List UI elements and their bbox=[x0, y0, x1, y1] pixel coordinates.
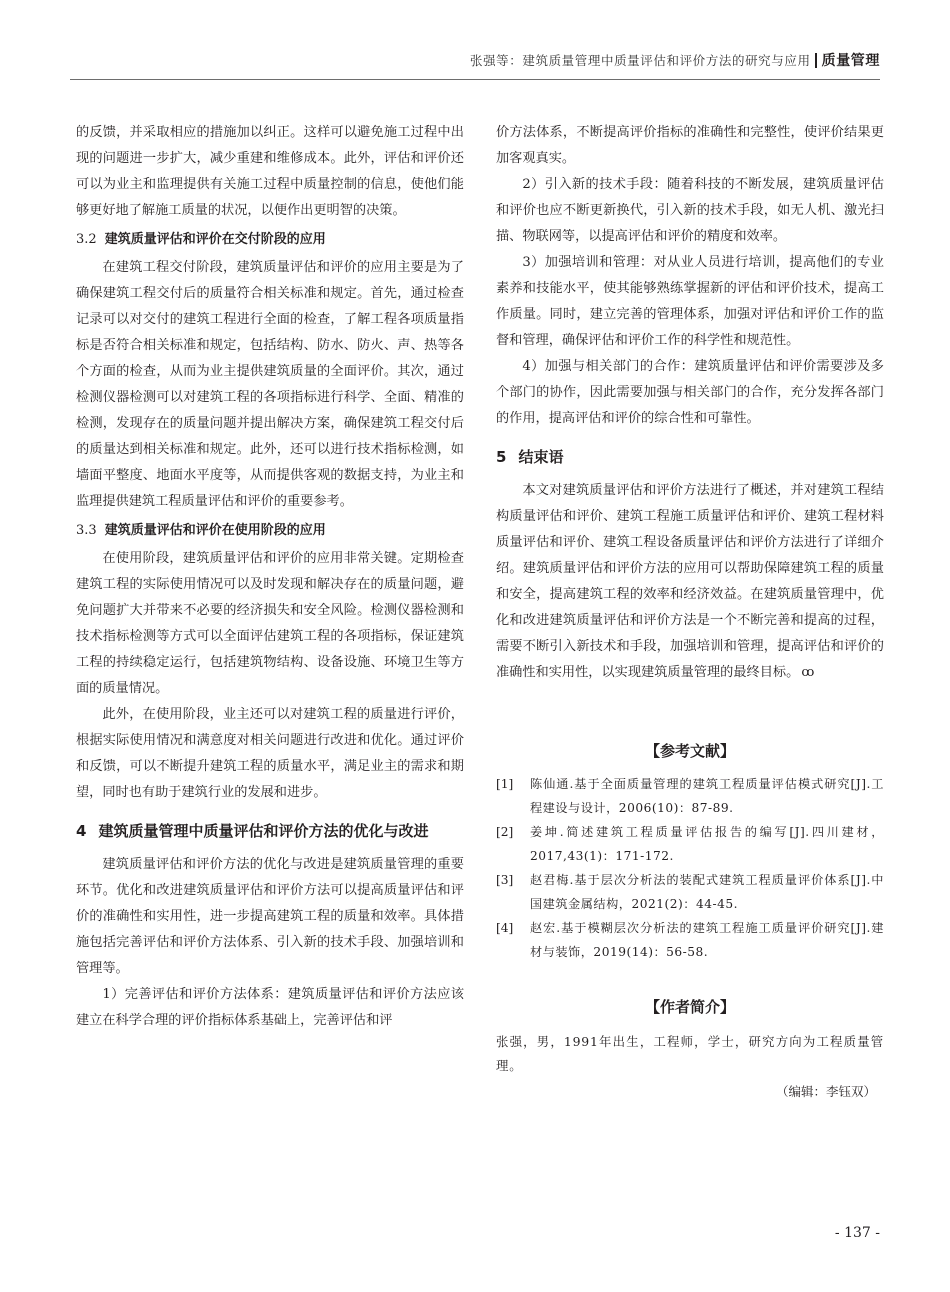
section-title: 建筑质量评估和评价在使用阶段的应用 bbox=[104, 523, 326, 538]
reference-index: [2] bbox=[496, 825, 514, 839]
paragraph bbox=[496, 478, 884, 686]
reference-text: 赵君梅.基于层次分析法的装配式建筑工程质量评价体系[J].中国建筑金属结构，2021(2)：44-45. bbox=[530, 873, 884, 911]
section-title: 建筑质量管理中质量评估和评价方法的优化与改进 bbox=[98, 822, 429, 840]
running-header bbox=[470, 50, 880, 70]
header-divider-bar bbox=[815, 53, 817, 68]
paragraph: 建筑质量评估和评价方法的优化与改进是建筑质量管理的重要环节。优化和改进建筑质量评估和评价方法可以提高质量评估和评价的准确性和实用性，进一步提高建筑工程的质量和效率。具体措施包括完善评估和评价方法体系、引入新的技术手段、加强培训和管理等。 bbox=[76, 857, 464, 976]
header-rule bbox=[70, 79, 880, 80]
running-title: 张强等：建筑质量管理中质量评估和评价方法的研究与应用 bbox=[469, 53, 811, 68]
reference-text: 陈仙通.基于全面质量管理的建筑工程质量评估模式研究[J].工程建设与设计，2006(10)：87-89. bbox=[530, 777, 884, 815]
reference-list bbox=[496, 772, 884, 964]
left-column bbox=[76, 120, 464, 1034]
reference-index: [4] bbox=[496, 921, 514, 935]
paragraph: 价方法体系，不断提高评价指标的准确性和完整性，使评价结果更加客观真实。 bbox=[496, 125, 884, 166]
section-heading-3-2 bbox=[76, 228, 464, 252]
reference-index: [3] bbox=[496, 873, 514, 887]
author-bio: 张强，男，1991年出生，工程师，学士，研究方向为工程质量管理。 bbox=[496, 1034, 884, 1073]
page-number: - 137 - bbox=[834, 1225, 880, 1241]
section-heading-5 bbox=[496, 442, 884, 472]
paragraph: 此外，在使用阶段，业主还可以对建筑工程的质量进行评价，根据实际使用情况和满意度对相关问题进行改进和优化。通过评价和反馈，可以不断提升建筑工程的质量水平，满足业主的需求和期望，同时也有助于建筑行业的发展和进步。 bbox=[76, 707, 464, 800]
paragraph: 4）加强与相关部门的合作：建筑质量评估和评价需要涉及多个部门的协作，因此需要加强与相关部门的合作，充分发挥各部门的作用，提高评估和评价的综合性和可靠性。 bbox=[496, 359, 884, 426]
section-number: 3.3 bbox=[76, 523, 97, 538]
editor-note: （编辑：李钰双） bbox=[775, 1084, 876, 1099]
paragraph: 2）引入新的技术手段：随着科技的不断发展，建筑质量评估和评价也应不断更新换代，引入新的技术手段，如无人机、激光扫描、物联网等，以提高评估和评价的精度和效率。 bbox=[496, 177, 884, 244]
reference-item bbox=[496, 868, 884, 916]
right-column bbox=[496, 120, 884, 1104]
reference-text: 赵宏.基于模糊层次分析法的建筑工程施工质量评价研究[J].建材与装饰，2019(14)：56-58. bbox=[530, 921, 884, 959]
section-title: 建筑质量评估和评价在交付阶段的应用 bbox=[104, 232, 326, 247]
end-mark-icon: ꝏ bbox=[801, 665, 815, 680]
section-number: 3.2 bbox=[76, 232, 97, 247]
references-title: 【参考文献】 bbox=[644, 742, 735, 760]
reference-index: [1] bbox=[496, 777, 514, 791]
section-heading-4 bbox=[76, 816, 464, 846]
section-label: 质量管理 bbox=[821, 53, 880, 69]
section-heading-3-3 bbox=[76, 519, 464, 543]
reference-item bbox=[496, 820, 884, 868]
conclusion-text: 本文对建筑质量评估和评价方法进行了概述，并对建筑工程结构质量评估和评价、建筑工程施工质量评估和评价、建筑工程材料质量评估和评价、建筑工程设备质量评估和评价方法进行了详细介绍。建筑质量评估和评价方法的应用可以帮助保障建筑工程的质量和安全，提高建筑工程的效率和经济效益。在建筑质量管理中，优化和改进建筑质量评估和评价方法是一个不断完善和提高的过程，需要不断引入新技术和手段，加强培训和管理，提高评估和评价的准确性和实用性，以实现建筑质量管理的最终目标。 bbox=[496, 483, 884, 680]
paragraph: 在建筑工程交付阶段，建筑质量评估和评价的应用主要是为了确保建筑工程交付后的质量符合相关标准和规定。首先，通过检查记录可以对交付的建筑工程进行全面的检查，了解工程各项质量指标是否符合相关标准和规定，包括结构、防水、防火、声、热等各个方面的检查，从而为业主提供建筑质量的全面评价。其次，通过检测仪器检测可以对建筑工程的各项指标进行科学、全面、精准的检测，发现存在的质量问题并提出解决方案，确保建筑工程交付后的质量达到相关标准和规定。此外，还可以进行技术指标检测，如墙面平整度、地面水平度等，从而提供客观的数据支持，为业主和监理提供建筑工程质量评估和评价的重要参考。 bbox=[76, 260, 464, 509]
paragraph: 在使用阶段，建筑质量评估和评价的应用非常关键。定期检查建筑工程的实际使用情况可以及时发现和解决存在的质量问题，避免问题扩大并带来不必要的经济损失和安全风险。检测仪器检测和技术指标检测等方式可以全面评估建筑工程的各项指标，保证建筑工程的持续稳定运行，包括建筑物结构、设备设施、环境卫生等方面的质量情况。 bbox=[76, 551, 464, 696]
section-title: 结束语 bbox=[518, 448, 564, 466]
reference-text: 姜坤.简述建筑工程质量评估报告的编写[J].四川建材，2017,43(1)：171-172. bbox=[530, 825, 884, 863]
section-number: 5 bbox=[496, 448, 507, 466]
section-number: 4 bbox=[76, 822, 87, 840]
author-title: 【作者简介】 bbox=[644, 998, 735, 1016]
paragraph: 的反馈，并采取相应的措施加以纠正。这样可以避免施工过程中出现的问题进一步扩大，减少重建和维修成本。此外，评估和评价还可以为业主和监理提供有关施工过程中质量控制的信息，使他们能够更好地了解施工质量的状况，以便作出更明智的决策。 bbox=[76, 125, 464, 218]
paragraph: 1）完善评估和评价方法体系：建筑质量评估和评价方法应该建立在科学合理的评价指标体系基础上，完善评估和评 bbox=[76, 987, 464, 1028]
paragraph: 3）加强培训和管理：对从业人员进行培训，提高他们的专业素养和技能水平，使其能够熟练掌握新的评估和评价技术，提高工作质量。同时，建立完善的管理体系，加强对评估和评价工作的监督和管理，确保评估和评价工作的科学性和规范性。 bbox=[496, 255, 884, 348]
reference-item bbox=[496, 916, 884, 964]
reference-item bbox=[496, 772, 884, 820]
